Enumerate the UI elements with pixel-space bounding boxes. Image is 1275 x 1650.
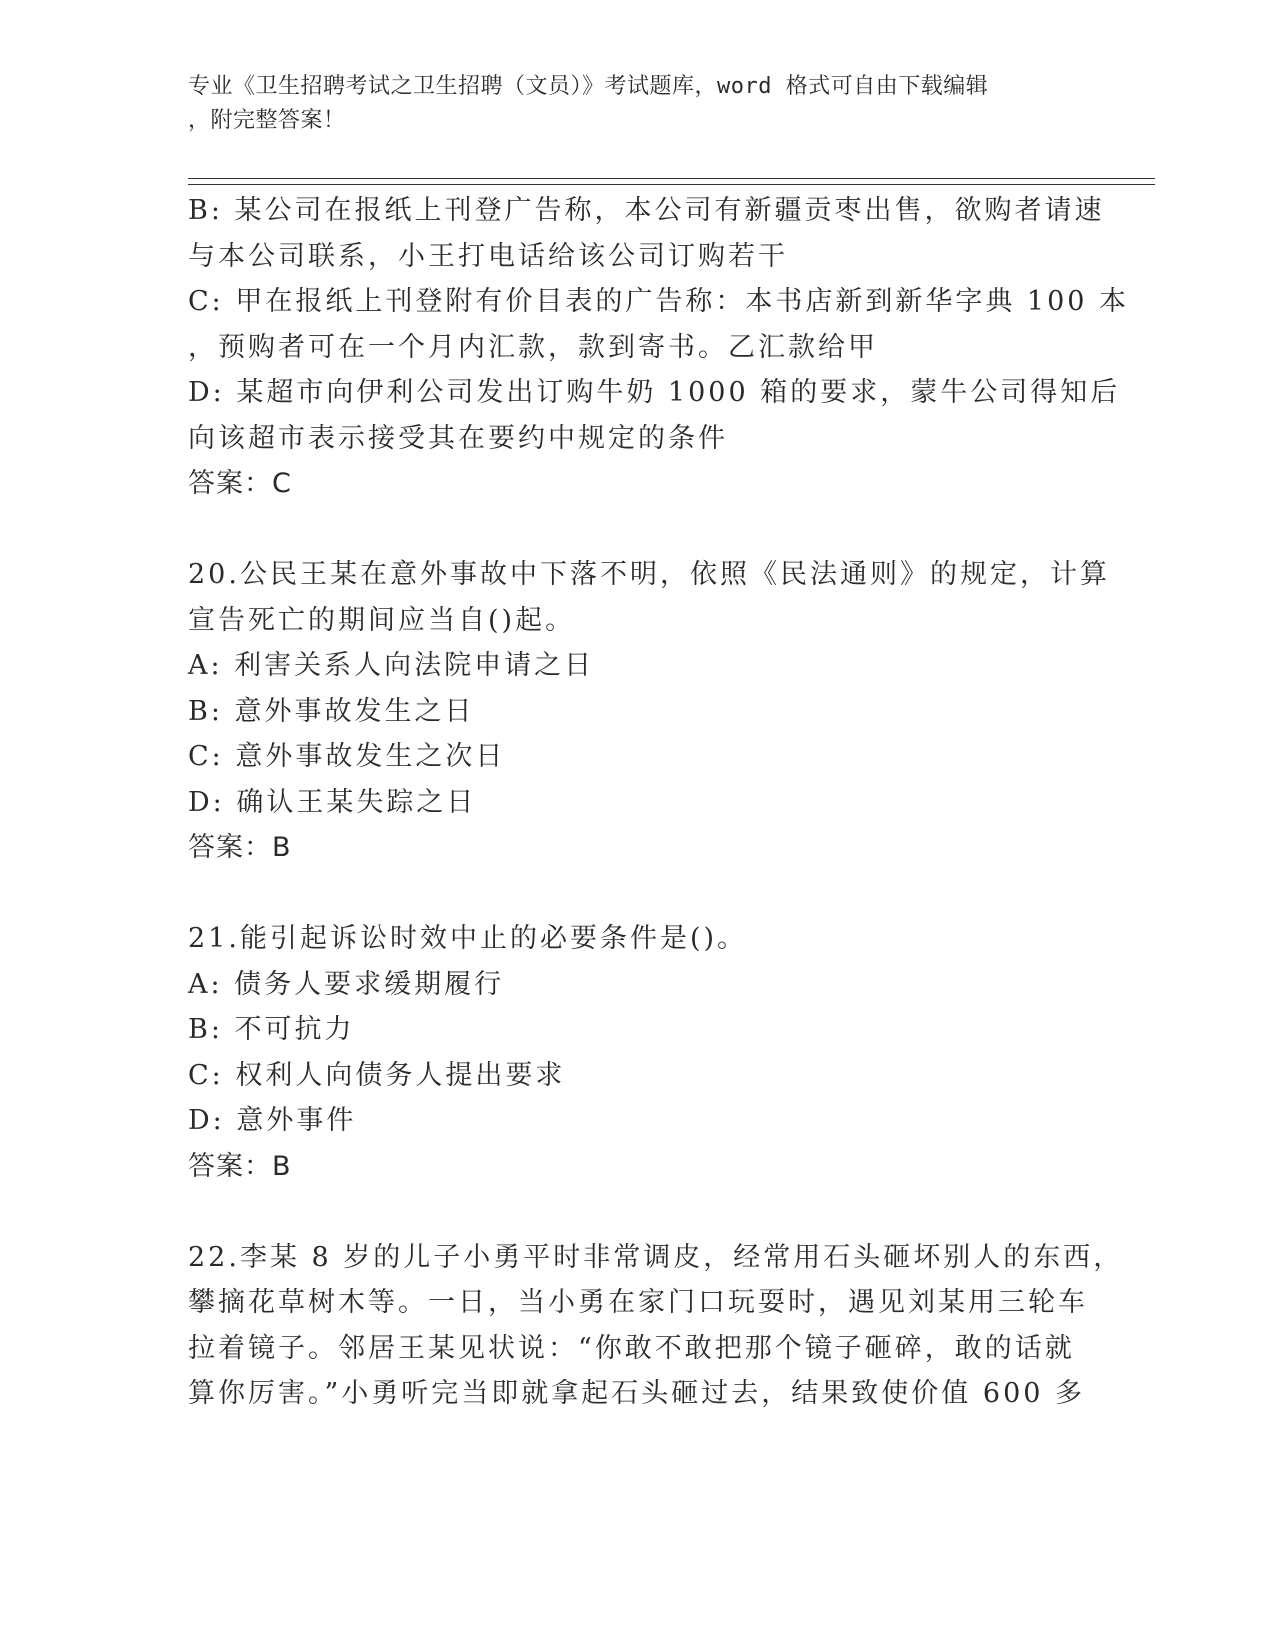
q20-option-c: C: 意外事故发生之次日 [188, 741, 506, 772]
q19-option-b-line-1: B: 某公司在报纸上刊登广告称，本公司有新疆贡枣出售，欲购者请速 [188, 195, 1105, 226]
header-divider-bottom [188, 184, 1155, 185]
q19-option-d-line-2: 向该超市表示接受其在要约中规定的条件 [188, 422, 728, 454]
document-header [188, 70, 1068, 138]
q20-answer: 答案：B [188, 832, 292, 863]
spacer [188, 1189, 1088, 1235]
q20-stem-line-2: 宣告死亡的期间应当自()起。 [188, 604, 576, 636]
question-20 [188, 552, 1110, 871]
q20-option-b: B: 意外事故发生之日 [188, 695, 475, 727]
q19-option-b-line-2: 与本公司联系，小王打电话给该公司订购若干 [188, 240, 788, 272]
q21-option-d: D: 意外事件 [188, 1105, 357, 1136]
q19-answer: 答案：C [188, 468, 292, 499]
q20-option-a: A: 利害关系人向法院申请之日 [188, 650, 595, 681]
q20-stem-line-1: 20.公民王某在意外事故中下落不明，依照《民法通则》的规定，计算 [188, 559, 1110, 590]
spacer [188, 871, 1088, 917]
header-title-line-2: ，附完整答案！ [188, 108, 346, 133]
q19-option-d-line-1: D: 某超市向伊利公司发出订购牛奶 1000 箱的要求，蒙牛公司得知后 [188, 377, 1121, 408]
q22-stem-line-2: 攀摘花草树木等。一日，当小勇在家门口玩耍时，遇见刘某用三轮车 [188, 1287, 1088, 1318]
q21-option-a: A: 债务人要求缓期履行 [188, 968, 505, 1000]
q21-option-b: B: 不可抗力 [188, 1014, 355, 1045]
q19-option-c-line-2: ，预购者可在一个月内汇款，款到寄书。乙汇款给甲 [188, 331, 878, 363]
document-page [188, 70, 1068, 138]
q21-stem-line-1: 21.能引起诉讼时效中止的必要条件是()。 [188, 923, 748, 954]
spacer [188, 507, 1088, 553]
q22-stem-line-1: 22.李某 8 岁的儿子小勇平时非常调皮，经常用石头砸坏别人的东西， [188, 1241, 1124, 1273]
q21-answer: 答案：B [188, 1150, 292, 1182]
question-22 [188, 1235, 1124, 1417]
q22-stem-line-4: 算你厉害。”小勇听完当即就拿起石头砸过去，结果致使价值 600 多 [188, 1378, 1086, 1409]
q22-stem-line-3: 拉着镜子。邻居王某见状说：“你敢不敢把那个镜子砸碎，敢的话就 [188, 1332, 1075, 1364]
q21-option-c: C: 权利人向债务人提出要求 [188, 1059, 566, 1091]
header-divider-top [188, 178, 1155, 179]
header-title-line-1: 专业《卫生招聘考试之卫生招聘（文员）》考试题库，word 格式可自由下载编辑 [188, 74, 989, 99]
q20-option-d: D: 确认王某失踪之日 [188, 786, 477, 818]
question-21 [188, 916, 1088, 1189]
question-19-tail [188, 188, 1130, 507]
q19-option-c-line-1: C: 甲在报纸上刊登附有价目表的广告称：本书店新到新华字典 100 本 [188, 286, 1130, 317]
document-body [188, 188, 1130, 1417]
